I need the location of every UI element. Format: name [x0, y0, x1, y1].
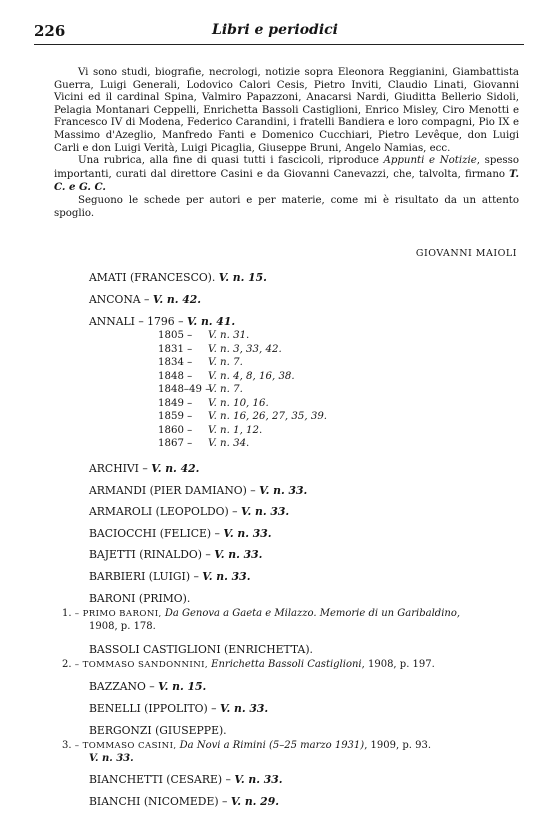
entry-head: ARMAROLI (LEOPOLDO) – — [89, 505, 242, 518]
header-rule — [34, 44, 524, 45]
ref-rest: , 1909, p. 93. — [364, 740, 432, 751]
annali-year-row — [158, 398, 269, 409]
entry-head: ANCONA – — [89, 293, 153, 306]
entry-barbieri — [89, 570, 250, 583]
entry-ref: V. n. 33. — [259, 484, 308, 497]
intro-p2-b: , spesso importanti, curati dal direttore Casini e da Giovanni Canevazzi, che, talvolta, firmano — [54, 155, 519, 180]
entry-ref: V. n. 15. — [158, 680, 207, 693]
entry-bassoli: BASSOLI CASTIGLIONI (ENRICHETTA). — [89, 643, 313, 656]
ref-1 — [62, 608, 460, 619]
entry-ref: V. n. 29. — [230, 795, 279, 808]
annali-year: 1848 – — [158, 370, 193, 382]
entry-ancona — [89, 293, 201, 306]
intro-paragraph-1: Vi sono studi, biografie, necrologi, notizie sopra Eleonora Reggianini, Giambattista Guerra, Luigi Generali, Lodovico Calori Cesis, Pietro Inviti, Claudio Linati, Giovanni Vicini ed il cardinal Spina, Valmiro Papazzoni, Anacarsi Nardi, Giuditta Bellerio Sidoli, Pelagia Montanari Ceppelli, Enrichetta Bassoli Castiglioni, Enrico Misley, Ciro Menotti e Francesco IV di Modena, Federico Carandini, i fratelli Bandiera e loro compagni, Pio IX e Massimo d'Azeglio, Manfredo Fanti e Domenico Cucchiari, Pietro Levêque, don Luigi Carli e don Luigi Verità, Luigi Picaglia, Giuseppe Bruni, Angelo Namias, ecc. — [54, 67, 519, 154]
page-number: 226 — [34, 22, 66, 40]
annali-ref: V. n. 10, 16. — [208, 397, 269, 409]
entry-head: BARBIERI (LUIGI) – — [89, 570, 203, 583]
annali-year-row — [158, 425, 262, 436]
entry-head: BAZZANO – — [89, 680, 159, 693]
running-title: Libri e periodici — [212, 22, 338, 38]
entry-head: BENELLI (IPPOLITO) – — [89, 702, 221, 715]
ref-author: – TOMMASO CASINI, — [74, 741, 180, 751]
entry-bazzano — [89, 680, 206, 693]
entry-archivi — [89, 462, 199, 475]
entry-ref: V. n. 33. — [223, 527, 272, 540]
annali-year: 1860 – — [158, 424, 193, 436]
entry-annali — [89, 315, 235, 328]
annali-year: 1849 – — [158, 397, 193, 409]
entry-ref: V. n. 42. — [151, 462, 200, 475]
ref-number: 1. — [62, 608, 72, 619]
signature: GIOVANNI MAIOLI — [415, 248, 517, 259]
intro-text — [54, 67, 519, 220]
ref-3 — [62, 740, 431, 751]
annali-year: 1859 – — [158, 411, 193, 422]
entry-ref: V. n. 41. — [186, 315, 236, 328]
entry-head: ANNALI – 1796 – — [89, 315, 187, 328]
entry-head: AMATI (FRANCESCO). — [89, 271, 219, 284]
ref-2 — [62, 659, 435, 670]
ref-3-cont: V. n. 33. — [89, 753, 134, 764]
entry-bianchi — [89, 795, 279, 808]
annali-ref: V. n. 31. — [208, 330, 250, 341]
ref-title: Da Genova a Gaeta e Milazzo. Memorie di un Garibaldino, — [164, 608, 461, 619]
entry-ref: V. n. 33. — [202, 570, 251, 583]
annali-ref: V. n. 4, 8, 16, 38. — [208, 370, 295, 382]
annali-year-row — [158, 384, 243, 395]
entry-head: BACIOCCHI (FELICE) – — [89, 527, 224, 540]
entry-ref: V. n. 33. — [234, 773, 283, 786]
ref-title: Da Novi a Rimini (5–25 marzo 1931) — [179, 740, 365, 751]
entry-baciocchi — [89, 527, 272, 540]
annali-year: 1805 – — [158, 330, 193, 341]
intro-p2-italic: Appunti e Notizie — [383, 155, 477, 167]
annali-year-row — [158, 357, 243, 368]
entry-ref: V. n. 42. — [152, 293, 202, 306]
annali-ref: V. n. 7. — [208, 384, 243, 395]
annali-year-row — [158, 330, 249, 341]
ref-number: 3. — [62, 740, 72, 751]
annali-ref: V. n. 16, 26, 27, 35, 39. — [208, 411, 328, 422]
annali-year: 1867 – — [158, 438, 193, 449]
entry-ref: V. n. 33. — [214, 548, 263, 561]
annali-ref: V. n. 34. — [208, 438, 250, 449]
entry-head: BAJETTI (RINALDO) – — [89, 548, 215, 561]
annali-year-row — [158, 438, 249, 449]
entry-ref: V. n. 33. — [241, 505, 290, 518]
entry-armandi — [89, 484, 307, 497]
annali-year: 1834 – — [158, 357, 193, 368]
ref-rest: , 1908, p. 197. — [361, 659, 435, 670]
annali-year-row — [158, 371, 295, 382]
intro-paragraph-3: Seguono le schede per autori e per materie, come mi è risultato da un attento spoglio. — [54, 194, 519, 219]
entry-baroni: BARONI (PRIMO). — [89, 592, 191, 605]
annali-year-row — [158, 411, 327, 422]
annali-year: 1831 – — [158, 343, 193, 355]
entry-benelli — [89, 702, 268, 715]
intro-paragraph-2 — [54, 155, 519, 195]
annali-year-row — [158, 344, 282, 355]
ref-author: – TOMMASO SANDONNINI, — [74, 660, 212, 670]
entry-head: BIANCHI (NICOMEDE) – — [89, 795, 231, 808]
entry-head: BIANCHETTI (CESARE) – — [89, 773, 235, 786]
entry-bajetti — [89, 548, 262, 561]
annali-ref: V. n. 3, 33, 42. — [208, 343, 282, 355]
annali-ref: V. n. 1, 12. — [208, 424, 263, 436]
entry-bergonzi: BERGONZI (GIUSEPPE). — [89, 724, 227, 737]
ref-author: – PRIMO BARONI, — [74, 609, 165, 619]
entry-armaroli — [89, 505, 289, 518]
annali-year: 1848–49 – — [158, 384, 211, 395]
entry-head: ARCHIVI – — [89, 462, 152, 475]
entry-bianchetti — [89, 773, 283, 786]
intro-p2-a: Una rubrica, alla fine di quasi tutti i fascicoli, riproduce — [78, 155, 384, 167]
entry-ref: V. n. 15. — [218, 271, 267, 284]
annali-ref: V. n. 7. — [208, 357, 243, 368]
ref-number: 2. — [62, 659, 72, 670]
ref-title: Enrichetta Bassoli Castiglioni — [211, 659, 362, 670]
entry-ref: V. n. 33. — [220, 702, 269, 715]
entry-amati — [89, 271, 267, 284]
ref-1-cont: 1908, p. 178. — [89, 621, 156, 632]
intro-p2-initials: T. C. e G. C. — [54, 167, 519, 194]
entry-head: ARMANDI (PIER DAMIANO) – — [89, 484, 260, 497]
